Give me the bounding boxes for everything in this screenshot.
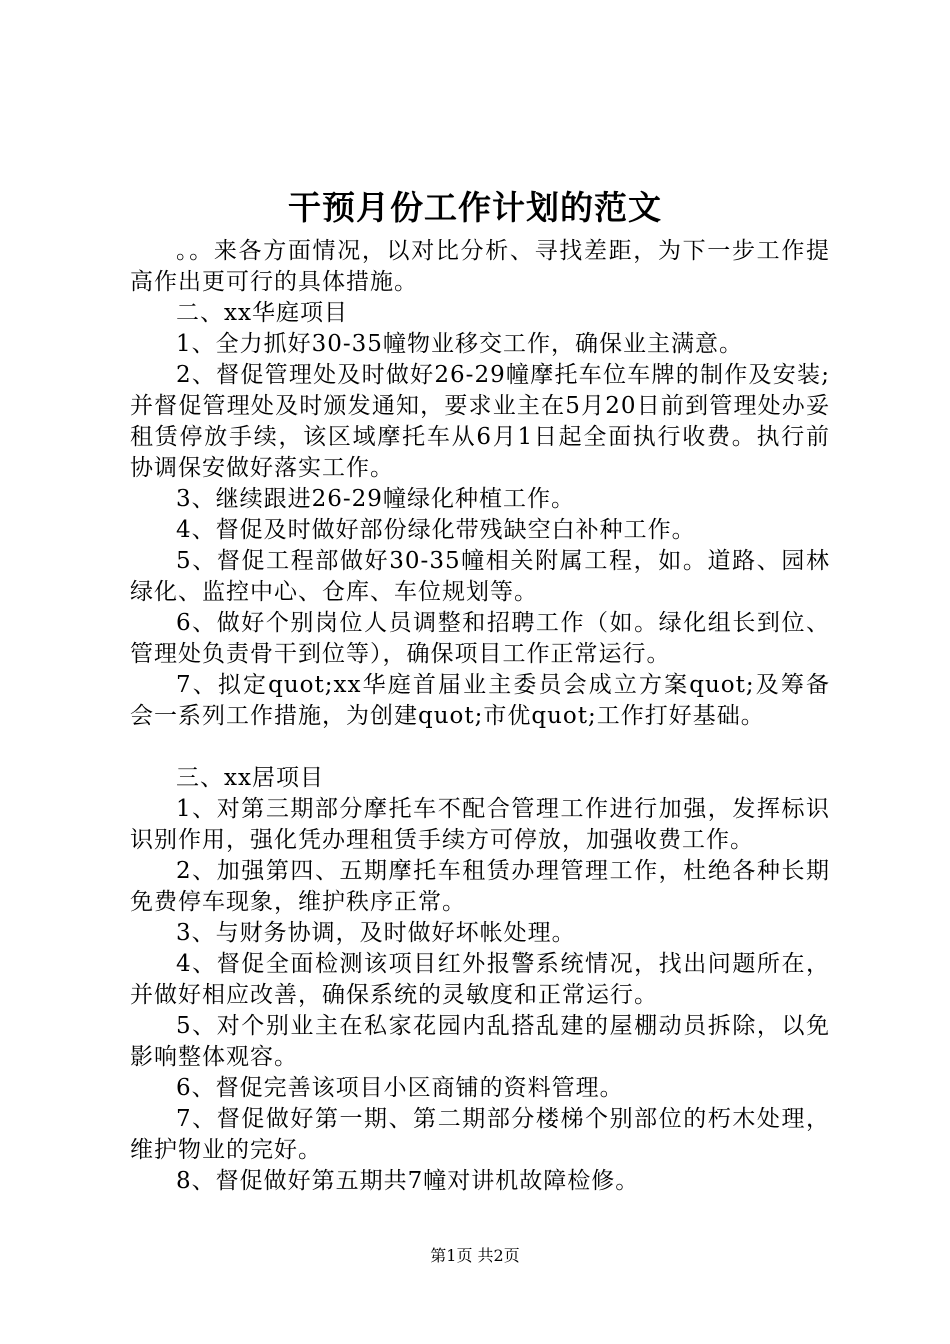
paragraph-intro: 。。来各方面情况，以对比分析、寻找差距，为下一步工作提高作出更可行的具体措施。	[130, 238, 830, 295]
list-item: 1、全力抓好30-35幢物业移交工作，确保业主满意。	[176, 331, 743, 357]
list-item: 4、督促全面检测该项目红外报警系统情况，找出问题所在，并做好相应改善，确保系统的灵敏度和正常运行。	[130, 951, 830, 1008]
list-item: 5、对个别业主在私家花园内乱搭乱建的屋棚动员拆除，以免影响整体观容。	[130, 1013, 830, 1070]
page-footer: 第1页 共2页	[430, 1246, 520, 1265]
document-title: 干预月份工作计划的范文	[288, 188, 662, 227]
document-body	[130, 236, 830, 1197]
list-item: 3、继续跟进26-29幢绿化种植工作。	[176, 486, 575, 512]
list-item: 4、督促及时做好部份绿化带残缺空白补种工作。	[176, 517, 696, 543]
paragraph-spacer	[130, 732, 830, 763]
list-item: 2、加强第四、五期摩托车租赁办理管理工作，杜绝各种长期免费停车现象，维护秩序正常。	[130, 858, 830, 915]
section-heading-2: 二、xx华庭项目	[176, 300, 348, 326]
list-item: 7、督促做好第一期、第二期部分楼梯个别部位的朽木处理，维护物业的完好。	[130, 1106, 830, 1163]
list-item: 3、与财务协调，及时做好坏帐处理。	[176, 920, 576, 946]
list-item: 7、拟定quot;xx华庭首届业主委员会成立方案quot;及筹备会一系列工作措施，为创建quot;市优quot;工作打好基础。	[130, 672, 830, 729]
list-item: 1、对第三期部分摩托车不配合管理工作进行加强，发挥标识识别作用，强化凭办理租赁手续方可停放，加强收费工作。	[130, 796, 830, 853]
list-item: 8、督促做好第五期共7幢对讲机故障检修。	[176, 1168, 640, 1194]
list-item: 6、做好个别岗位人员调整和招聘工作（如。绿化组长到位、管理处负责骨干到位等），确保项目工作正常运行。	[130, 610, 830, 667]
list-item: 2、督促管理处及时做好26-29幢摩托车位车牌的制作及安装;并督促管理处及时颁发通知，要求业主在5月20日前到管理处办妥租赁停放手续，该区域摩托车从6月1日起全面执行收费。执行前协调保安做好落实工作。	[130, 362, 830, 481]
list-item: 6、督促完善该项目小区商铺的资料管理。	[176, 1075, 624, 1101]
section-heading-3: 三、xx居项目	[176, 765, 324, 791]
list-item: 5、督促工程部做好30-35幢相关附属工程，如。道路、园林绿化、监控中心、仓库、车位规划等。	[130, 548, 830, 605]
